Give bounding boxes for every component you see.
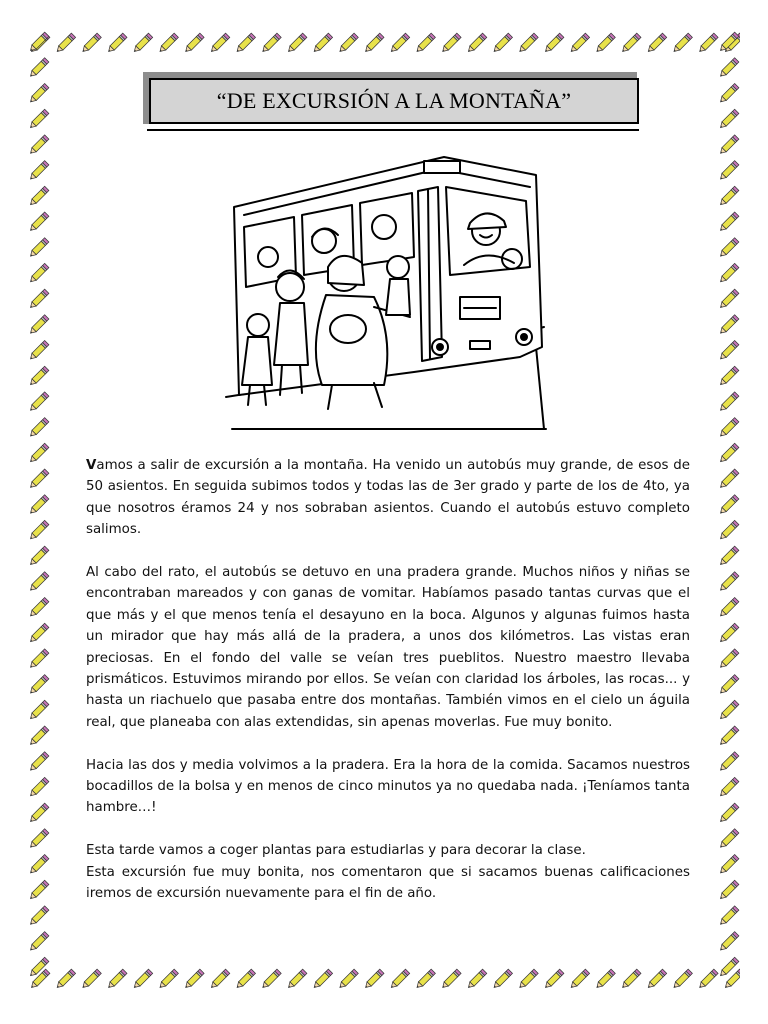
pencil-icon <box>718 366 739 387</box>
pencil-icon <box>595 969 616 990</box>
pencil-icon <box>28 495 49 516</box>
pencil-icon <box>28 469 49 490</box>
pencil-icon <box>28 855 49 876</box>
pencil-icon <box>28 957 49 978</box>
pencil-icon <box>466 33 487 54</box>
pencil-icon <box>28 880 49 901</box>
pencil-icon <box>718 161 739 182</box>
pencil-icon <box>672 969 693 990</box>
pencil-icon <box>518 969 539 990</box>
pencil-icon <box>28 263 49 284</box>
pencil-icon <box>718 469 739 490</box>
paragraph-4-line-1: Esta tarde vamos a coger plantas para estudiarlas y para decorar la clase. <box>86 843 586 859</box>
pencil-icon <box>81 33 102 54</box>
pencil-icon <box>28 84 49 105</box>
pencil-icon <box>672 33 693 54</box>
pencil-icon <box>28 726 49 747</box>
pencil-icon <box>28 135 49 156</box>
pencil-icon <box>415 969 436 990</box>
pencil-icon <box>28 598 49 619</box>
pencil-icon <box>106 33 127 54</box>
pencil-icon <box>312 33 333 54</box>
pencil-icon <box>28 623 49 644</box>
pencil-icon <box>718 392 739 413</box>
pencil-icon <box>209 969 230 990</box>
pencil-icon <box>718 315 739 336</box>
pencil-icon <box>28 186 49 207</box>
pencil-border-right <box>716 30 742 992</box>
pencil-icon <box>718 289 739 310</box>
pencil-icon <box>132 33 153 54</box>
pencil-icon <box>569 33 590 54</box>
pencil-icon <box>718 109 739 130</box>
pencil-icon <box>718 418 739 439</box>
pencil-icon <box>718 186 739 207</box>
pencil-icon <box>718 700 739 721</box>
pencil-icon <box>28 932 49 953</box>
pencil-icon <box>81 969 102 990</box>
pencil-icon <box>718 649 739 670</box>
pencil-icon <box>620 969 641 990</box>
pencil-icon <box>718 238 739 259</box>
pencil-icon <box>718 829 739 850</box>
title-box <box>149 78 639 124</box>
pencil-icon <box>158 33 179 54</box>
pencil-icon <box>28 752 49 773</box>
pencil-icon <box>312 969 333 990</box>
bus-icon <box>226 157 546 429</box>
paragraph-2: Al cabo del rato, el autobús se detuvo en una pradera grande. Muchos niños y niñas se encontraban mareados y con ganas de vomitar. Habíamos pasado tantas curvas que el que más y el que menos tenía el desayuno en la boca. Algunos y algunas fuimos hasta un mirador que hay más allá de la pradera, a unos dos kilómetros. Las vistas eran preciosas. En el fondo del valle se veían tres pueblitos. Nuestro maestro llevaba prismáticos. Estuvimos mirando por ellos. Se veían con claridad los árboles, las rocas... y hasta un riachuelo que pasaba entre dos montañas. También vimos en el cielo un águila real, que planeaba con alas extendidas, sin apenas moverlas. Fue muy bonito. <box>86 565 690 730</box>
pencil-icon <box>718 906 739 927</box>
pencil-icon <box>543 969 564 990</box>
pencil-icon <box>718 675 739 696</box>
pencil-icon <box>338 969 359 990</box>
pencil-icon <box>235 33 256 54</box>
pencil-icon <box>28 58 49 79</box>
pencil-icon <box>718 495 739 516</box>
pencil-icon <box>209 33 230 54</box>
title-underline <box>147 129 639 131</box>
pencil-icon <box>158 969 179 990</box>
pencil-icon <box>718 752 739 773</box>
pencil-icon <box>28 366 49 387</box>
pencil-icon <box>28 675 49 696</box>
pencil-icon <box>28 315 49 336</box>
pencil-border-top <box>28 30 740 56</box>
paragraph-initial: V <box>86 458 97 473</box>
pencil-icon <box>718 855 739 876</box>
pencil-icon <box>28 418 49 439</box>
paragraph-3: Hacia las dos y media volvimos a la pradera. Era la hora de la comida. Sacamos nuestros bocadillos de la bolsa y en menos de cinco minutos ya no quedaba nada. ¡Teníamos tanta hambre…! <box>86 757 690 816</box>
pencil-icon <box>718 932 739 953</box>
paragraph-1-text: amos a salir de excursión a la montaña. Ha venido un autobús muy grande, de esos de 50 asientos. En seguida subimos todos y todas las de 3er grado y parte de los de 4to, ya que nosotros éramos 24 y nos sobraban asientos. Cuando el autobús estuvo completo salimos. <box>86 458 690 538</box>
pencil-icon <box>28 109 49 130</box>
pencil-icon <box>718 623 739 644</box>
pencil-icon <box>389 969 410 990</box>
pencil-icon <box>28 289 49 310</box>
pencil-icon <box>261 33 282 54</box>
pencil-icon <box>28 572 49 593</box>
pencil-icon <box>718 32 739 53</box>
pencil-icon <box>646 969 667 990</box>
pencil-icon <box>718 443 739 464</box>
pencil-icon <box>441 969 462 990</box>
pencil-icon <box>569 969 590 990</box>
pencil-icon <box>28 829 49 850</box>
pencil-icon <box>718 803 739 824</box>
pencil-icon <box>55 969 76 990</box>
pencil-border-bottom <box>28 966 740 992</box>
pencil-icon <box>620 33 641 54</box>
story-text <box>86 455 690 904</box>
pencil-icon <box>28 212 49 233</box>
pencil-icon <box>718 58 739 79</box>
pencil-icon <box>28 649 49 670</box>
pencil-icon <box>466 969 487 990</box>
pencil-icon <box>235 969 256 990</box>
pencil-icon <box>595 33 616 54</box>
pencil-icon <box>718 212 739 233</box>
pencil-icon <box>28 341 49 362</box>
bus-illustration <box>224 147 554 433</box>
pencil-icon <box>363 969 384 990</box>
pencil-icon <box>543 33 564 54</box>
pencil-icon <box>718 572 739 593</box>
pencil-icon <box>28 700 49 721</box>
pencil-icon <box>184 33 205 54</box>
pencil-icon <box>389 33 410 54</box>
pencil-icon <box>718 341 739 362</box>
pencil-icon <box>28 392 49 413</box>
pencil-icon <box>646 33 667 54</box>
paragraph-4-line-2: Esta excursión fue muy bonita, nos comentaron que si sacamos buenas calificaciones iremos de excursión nuevamente para el fin de año. <box>86 864 690 902</box>
pencil-icon <box>184 969 205 990</box>
pencil-icon <box>718 84 739 105</box>
pencil-icon <box>28 443 49 464</box>
pencil-icon <box>28 546 49 567</box>
pencil-icon <box>28 803 49 824</box>
pencil-icon <box>261 969 282 990</box>
pencil-icon <box>106 969 127 990</box>
pencil-icon <box>718 598 739 619</box>
pencil-icon <box>718 957 739 978</box>
paragraph-4 <box>86 840 690 904</box>
pencil-icon <box>28 520 49 541</box>
pencil-icon <box>55 33 76 54</box>
pencil-icon <box>28 161 49 182</box>
pencil-icon <box>518 33 539 54</box>
pencil-icon <box>718 777 739 798</box>
pencil-icon <box>286 33 307 54</box>
pencil-icon <box>718 135 739 156</box>
pencil-icon <box>363 33 384 54</box>
pencil-icon <box>286 969 307 990</box>
pencil-icon <box>492 969 513 990</box>
page-title: “DE EXCURSIÓN A LA MONTAÑA” <box>216 88 572 113</box>
pencil-icon <box>718 263 739 284</box>
pencil-icon <box>132 969 153 990</box>
pencil-border-left <box>26 30 52 992</box>
pencil-icon <box>492 33 513 54</box>
pencil-icon <box>718 880 739 901</box>
pencil-icon <box>28 32 49 53</box>
pencil-icon <box>718 726 739 747</box>
pencil-icon <box>441 33 462 54</box>
pencil-icon <box>28 777 49 798</box>
pencil-icon <box>28 906 49 927</box>
pencil-icon <box>718 546 739 567</box>
pencil-icon <box>718 520 739 541</box>
paragraph-1 <box>86 455 690 541</box>
pencil-icon <box>338 33 359 54</box>
pencil-icon <box>415 33 436 54</box>
pencil-icon <box>28 238 49 259</box>
